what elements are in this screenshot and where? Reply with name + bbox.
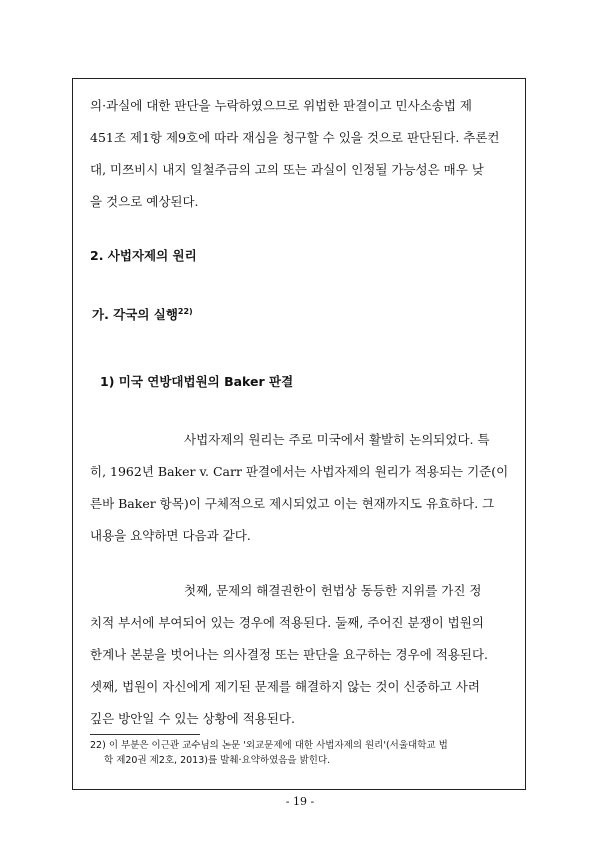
paragraph-2: [90, 424, 510, 552]
paragraph-3: [90, 575, 510, 735]
subsubsection-heading: 1) 미국 연방대법원의 Baker 판결: [100, 374, 294, 389]
footnote: [90, 738, 510, 768]
paragraph-line: 셋째, 법원이 자신에게 제기된 문제를 해결하지 않는 것이 신중하고 사려: [90, 679, 480, 694]
paragraph-line: 른바 Baker 항목)이 구체적으로 제시되었고 이는 현재까지도 유효하다. 그: [90, 496, 495, 511]
paragraph-line: 첫째, 문제의 해결권한이 헌법상 동등한 지위를 가진 정: [184, 583, 482, 598]
paragraph-line: 내용을 요약하면 다음과 같다.: [90, 528, 251, 543]
paragraph-line: 의·과실에 대한 판단을 누락하였으므로 위법한 판결이고 민사소송법 제: [90, 98, 472, 113]
footnote-divider: [90, 734, 200, 735]
paragraph-1: [90, 90, 510, 218]
section-heading: 2. 사법자제의 원리: [90, 248, 197, 263]
subsection-heading-text: 가. 각국의 실행: [92, 307, 178, 322]
footnote-line: 22) 이 부분은 이근관 교수님의 논문 '외교문제에 대한 사법자제의 원리'(서울대학교 법: [90, 740, 448, 751]
paragraph-line: 451조 제1항 제9호에 따라 재심을 청구할 수 있을 것으로 판단된다. 추론컨: [90, 130, 500, 145]
page-number: - 19 -: [285, 795, 315, 808]
paragraph-line: 사법자제의 원리는 주로 미국에서 활발히 논의되었다. 특: [184, 432, 490, 447]
paragraph-line: 깊은 방안일 수 있는 상황에 적용된다.: [90, 711, 295, 726]
paragraph-line: 대, 미쯔비시 내지 일철주금의 고의 또는 과실이 인정될 가능성은 매우 낮: [90, 162, 484, 177]
subsection-heading: [92, 305, 193, 323]
paragraph-line: 한계나 본분을 벗어나는 의사결정 또는 판단을 요구하는 경우에 적용된다.: [90, 647, 489, 662]
paragraph-line: 을 것으로 예상된다.: [90, 194, 199, 209]
footnote-reference[interactable]: 22): [177, 306, 193, 316]
footnote-line: 학 제20권 제2호, 2013)를 발췌·요약하였음을 밝힌다.: [104, 755, 331, 766]
paragraph-line: 치적 부서에 부여되어 있는 경우에 적용된다. 둘째, 주어진 분쟁이 법원의: [90, 615, 484, 630]
paragraph-line: 히, 1962년 Baker v. Carr 판결에서는 사법자제의 원리가 적용되는 기준(이: [90, 464, 509, 479]
